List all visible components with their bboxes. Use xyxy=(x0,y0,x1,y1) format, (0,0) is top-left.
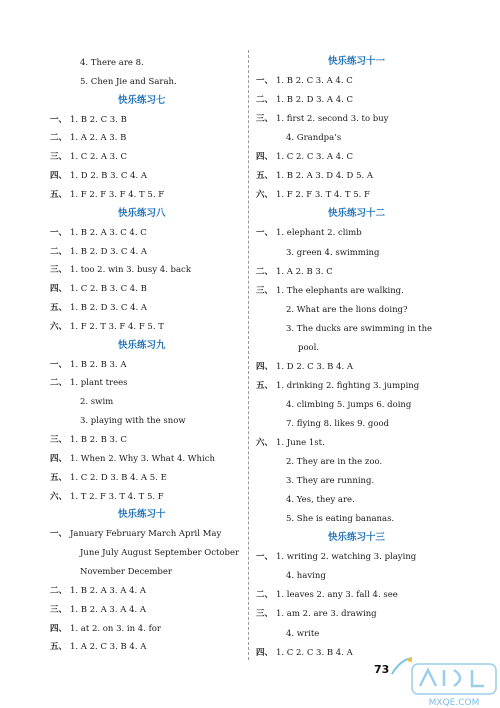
question-label: 六、 xyxy=(256,438,274,448)
question-label: 一、 xyxy=(50,227,68,238)
question-label: 六、 xyxy=(50,491,68,502)
answer-text: 1. C 2. C 3. A 4. C xyxy=(276,152,354,163)
question-label: 四、 xyxy=(50,284,68,295)
answer-text: 3. The ducks are swimming in the xyxy=(286,323,433,334)
answer-text: 1. A 2. A 3. B xyxy=(70,133,127,144)
section-heading: 快乐练习十三 xyxy=(328,532,386,544)
question-label: 二、 xyxy=(50,246,68,257)
page-number: 73 xyxy=(374,663,390,676)
question-label: 一、 xyxy=(50,529,68,540)
answer-text: 1. elephant 2. climb xyxy=(276,228,362,239)
question-label: 一、 xyxy=(256,228,274,239)
answer-text: 1. B 2. D 3. A 4. C xyxy=(276,95,354,106)
section-heading: 快乐练习七 xyxy=(118,94,166,106)
answer-text: 1. F 2. F 3. F 4. T 5. F xyxy=(70,189,165,200)
section-heading: 快乐练习十二 xyxy=(328,208,386,220)
section-heading: 快乐练习九 xyxy=(118,339,166,351)
answer-text: 1. The elephants are walking. xyxy=(276,285,404,296)
answer-text: 1. F 2. F 3. T 4. T 5. F xyxy=(276,190,370,201)
answer-text: 4. Grandpa’s xyxy=(286,133,342,144)
question-label: 四、 xyxy=(50,171,68,182)
answer-text: 1. T 2. F 3. T 4. T 5. F xyxy=(70,491,164,502)
question-label: 三、 xyxy=(50,152,68,163)
question-label: 四、 xyxy=(50,453,68,464)
question-label: 三、 xyxy=(50,604,68,615)
question-label: 三、 xyxy=(256,114,274,125)
question-label: 四、 xyxy=(256,152,274,163)
answer-text: 3. green 4. swimming xyxy=(286,247,380,258)
question-label: 五、 xyxy=(50,189,68,200)
answer-text: 5. Chen Jie and Sarah. xyxy=(80,76,177,87)
answer-site-logo xyxy=(410,662,498,708)
answer-text: 1. B 2. B 3. C xyxy=(70,435,127,445)
answer-text: 3. They are running. xyxy=(286,476,375,487)
answer-text: November December xyxy=(80,566,172,577)
section-heading: 快乐练习八 xyxy=(118,207,166,219)
answer-text: 2. What are the lions doing? xyxy=(286,304,408,315)
answer-text: 1. C 2. A 3. C xyxy=(70,152,127,163)
answer-text: 4. having xyxy=(286,571,326,582)
question-label: 五、 xyxy=(50,303,68,314)
answer-text: January February March April May xyxy=(70,529,222,540)
answer-text: 1. drinking 2. fighting 3. jumping xyxy=(276,380,420,391)
answer-text: 1. F 2. T 3. F 4. F 5. T xyxy=(70,321,164,332)
section-heading: 快乐练习十 xyxy=(118,509,166,521)
question-label: 三、 xyxy=(50,265,68,276)
question-label: 五、 xyxy=(50,642,68,653)
answer-text: 1. B 2. C 3. A 4. C xyxy=(276,76,353,87)
question-label: 六、 xyxy=(256,190,274,201)
answer-text: 1. B 2. C 3. B xyxy=(70,114,127,125)
question-label: 一、 xyxy=(50,359,68,370)
question-label: 五、 xyxy=(256,171,274,182)
answer-text: 1. C 2. C 3. B 4. A xyxy=(276,647,353,658)
question-label: 二、 xyxy=(50,378,68,389)
answer-text: 4. climbing 5. jumps 6. doing xyxy=(286,399,412,410)
answer-text: 1. at 2. on 3. in 4. for xyxy=(70,623,161,634)
answer-text: 1. C 2. D 3. B 4. A 5. E xyxy=(70,472,167,483)
answer-text: 1. plant trees xyxy=(70,378,128,389)
question-label: 二、 xyxy=(50,133,68,144)
question-label: 四、 xyxy=(256,361,274,372)
answer-text: 1. B 2. A 3. D 4. D 5. A xyxy=(276,171,374,182)
question-label: 一、 xyxy=(256,76,274,87)
answer-text: 1. B 2. D 3. C 4. A xyxy=(70,303,148,314)
answer-text: 2. swim xyxy=(80,397,114,408)
answer-text: 4. Yes, they are. xyxy=(286,495,355,506)
answer-text: 7. flying 8. likes 9. good xyxy=(286,418,390,429)
question-label: 四、 xyxy=(256,647,274,658)
answer-text: 1. June 1st. xyxy=(276,438,325,448)
answer-text: 1. When 2. Why 3. What 4. Which xyxy=(70,453,215,464)
question-label: 一、 xyxy=(50,114,68,125)
column-divider xyxy=(248,50,249,660)
answer-text: 1. B 2. A 3. A 4. A xyxy=(70,604,147,615)
question-label: 二、 xyxy=(256,266,274,277)
answer-text: 1. am 2. are 3. drawing xyxy=(276,609,377,620)
answer-text: 3. playing with the snow xyxy=(80,416,186,427)
answer-text: 4. write xyxy=(286,628,320,639)
question-label: 三、 xyxy=(50,435,68,445)
question-label: 四、 xyxy=(50,623,68,634)
question-label: 二、 xyxy=(256,95,274,106)
question-label: 三、 xyxy=(256,285,274,296)
answer-text: 1. D 2. C 3. B 4. A xyxy=(276,361,354,372)
answer-text: 1. A 2. B 3. C xyxy=(276,266,333,277)
question-label: 二、 xyxy=(256,590,274,601)
answer-text: 1. leaves 2. any 3. fall 4. see xyxy=(276,590,398,601)
answer-text: 4. There are 8. xyxy=(80,58,144,68)
answer-text: 1. B 2. A 3. C 4. C xyxy=(70,227,147,238)
answer-text: 1. B 2. A 3. A 4. A xyxy=(70,585,147,596)
question-label: 三、 xyxy=(256,609,274,620)
answer-text: 1. first 2. second 3. to buy xyxy=(276,114,389,125)
watermark-text: MXQE.COM xyxy=(428,698,480,708)
answer-text: 1. too 2. win 3. busy 4. back xyxy=(70,265,191,276)
answer-text: pool. xyxy=(298,342,320,353)
answer-text: 1. B 2. B 3. A xyxy=(70,359,127,370)
question-label: 一、 xyxy=(256,552,274,563)
answer-text: 1. writing 2. watching 3. playing xyxy=(276,552,417,563)
section-heading: 快乐练习十一 xyxy=(328,56,386,67)
answer-text: 1. C 2. B 3. C 4. B xyxy=(70,284,147,295)
answer-text: June July August September October xyxy=(80,548,240,559)
answer-text: 1. A 2. C 3. B 4. A xyxy=(70,642,147,653)
answer-text: 2. They are in the zoo. xyxy=(286,457,383,468)
answer-text: 1. D 2. B 3. C 4. A xyxy=(70,171,148,182)
answer-text: 1. B 2. D 3. C 4. A xyxy=(70,246,148,257)
answer-text: 5. She is eating bananas. xyxy=(286,514,395,525)
question-label: 五、 xyxy=(50,472,68,483)
question-label: 六、 xyxy=(50,321,68,332)
question-label: 二、 xyxy=(50,585,68,596)
question-label: 五、 xyxy=(256,380,274,391)
